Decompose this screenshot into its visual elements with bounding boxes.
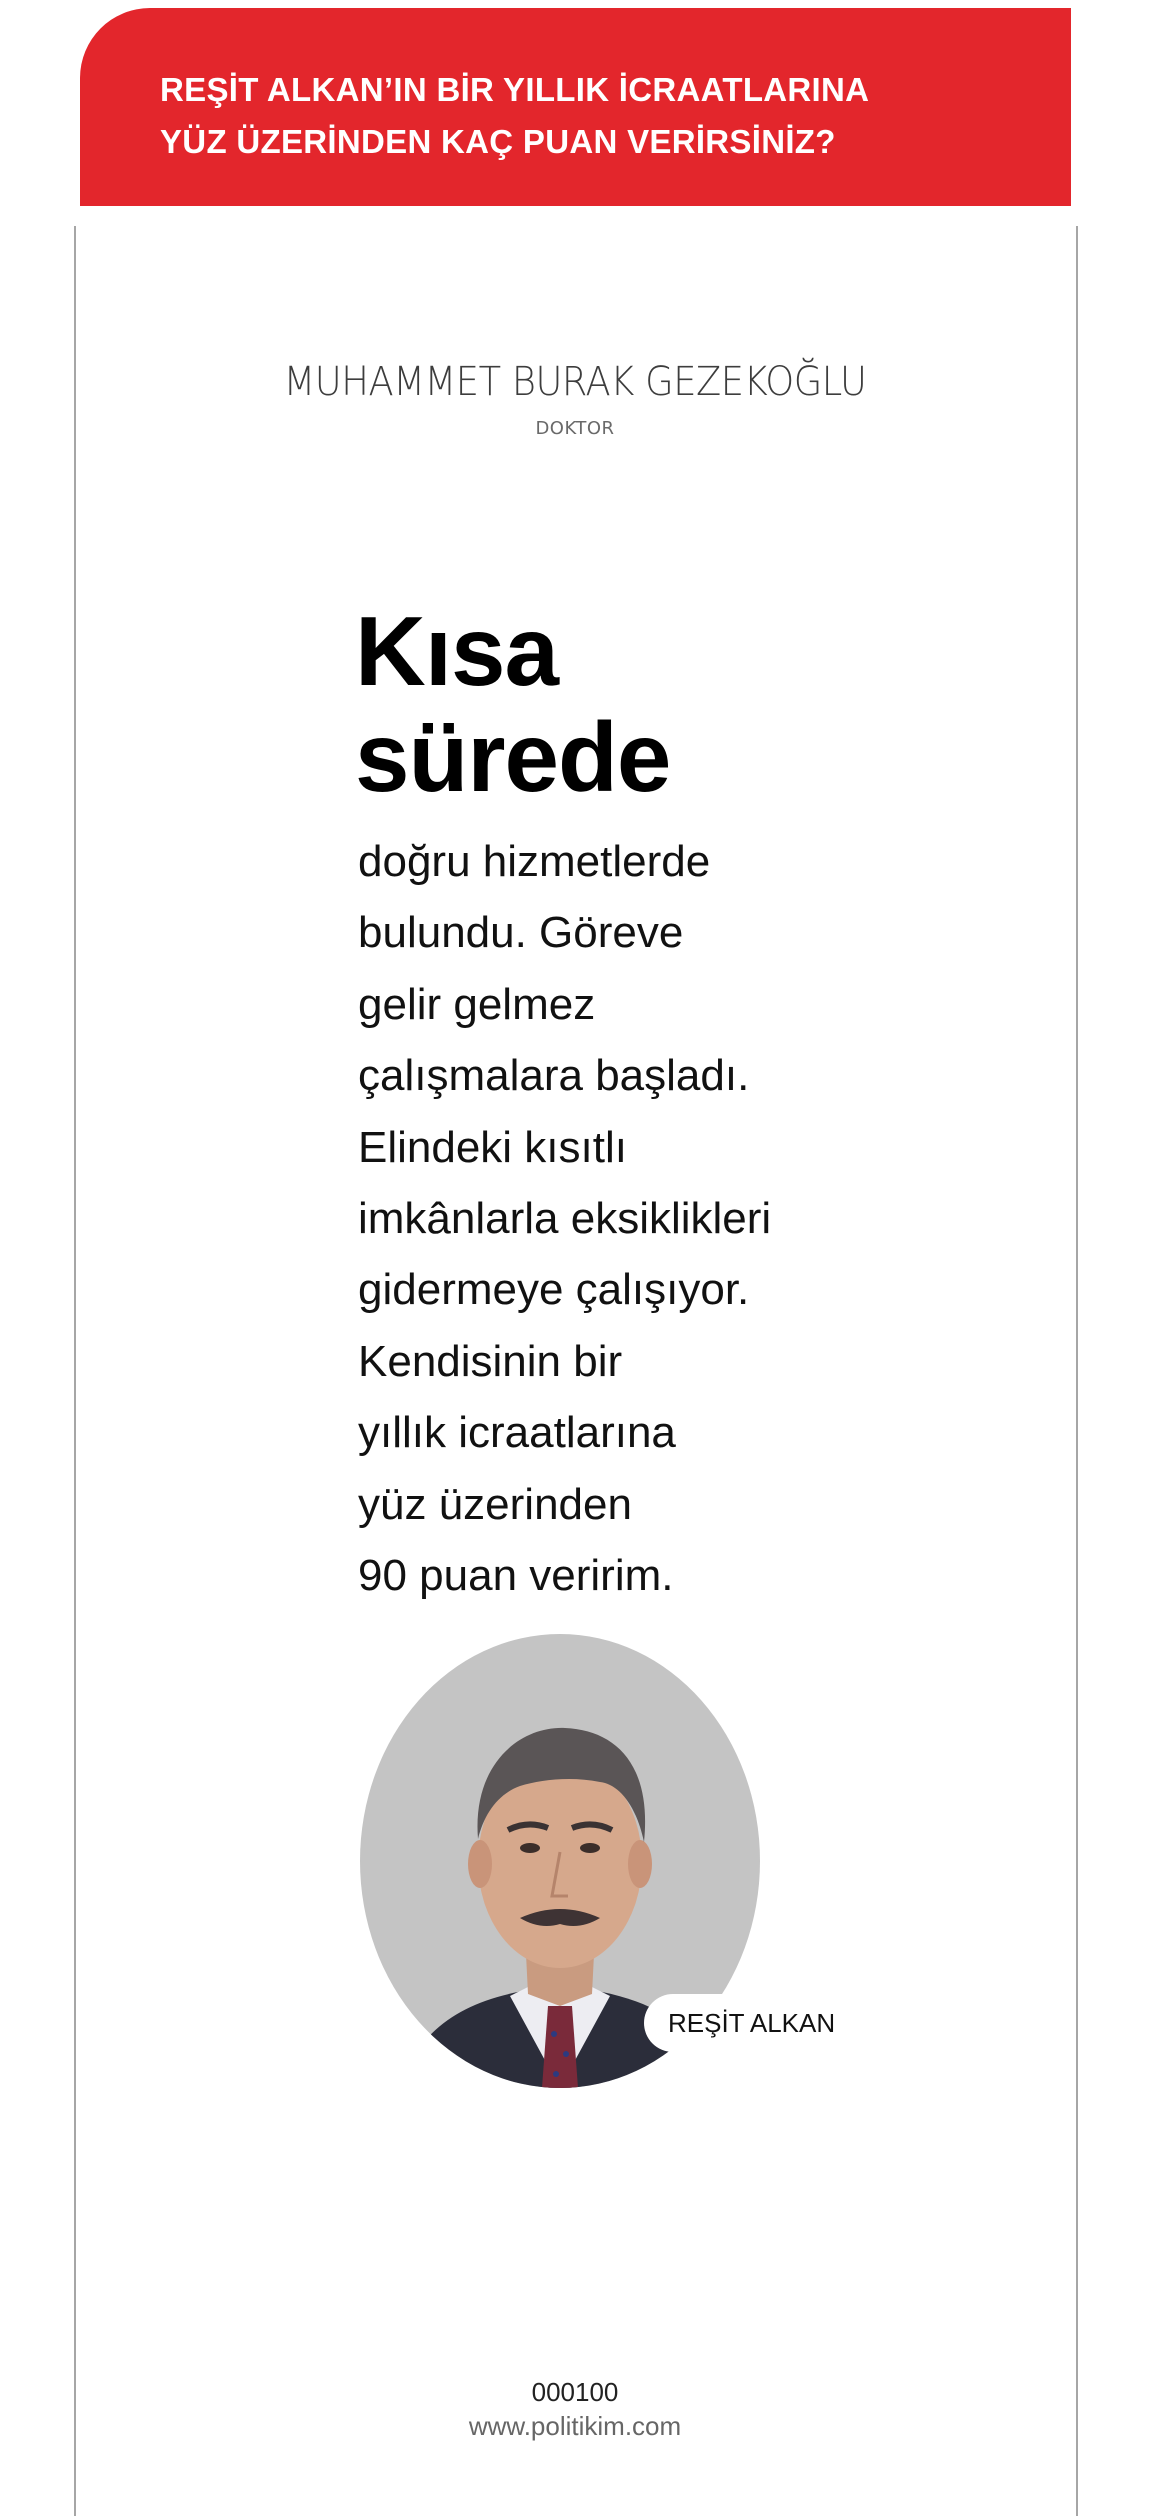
quote-line: imkânlarla eksiklikleri [358, 1194, 772, 1244]
question-banner [80, 8, 1071, 206]
footer-code: 000100 [531, 2377, 619, 2407]
quote-line: Kendisinin bir [358, 1336, 623, 1386]
subject-name-tag: REŞİT ALKAN [644, 1994, 857, 2052]
author-name: MUHAMMET BURAK GEZEKOĞLU [283, 359, 867, 405]
quote-line: çalışmalara başladı. [358, 1051, 750, 1101]
quote-headline [355, 598, 670, 810]
author-title: DOKTOR [535, 418, 615, 439]
quote-headline-line: sürede [355, 702, 671, 812]
quote-line: gelir gelmez [358, 979, 596, 1029]
quote-line: doğru hizmetlerde [358, 837, 711, 886]
banner-line: YÜZ ÜZERİNDEN KAÇ PUAN VERİRSİNİZ? [160, 123, 836, 160]
quote-line: gidermeye çalışıyor. [358, 1265, 750, 1315]
quote-line: Elindeki kısıtlı [358, 1122, 627, 1172]
quote-line: 90 puan veririm. [358, 1551, 674, 1601]
quote-body [358, 826, 771, 1611]
quote-line: yıllık icraatlarına [358, 1408, 676, 1458]
quote-line: bulundu. Göreve [358, 908, 684, 958]
quote-line: yüz üzerinden [358, 1479, 632, 1529]
banner-line: REŞİT ALKAN’IN BİR YILLIK İCRAATLARINA [160, 71, 870, 108]
footer-url[interactable]: www.politikim.com [468, 2411, 682, 2441]
quote-headline-line: Kısa [355, 596, 559, 706]
